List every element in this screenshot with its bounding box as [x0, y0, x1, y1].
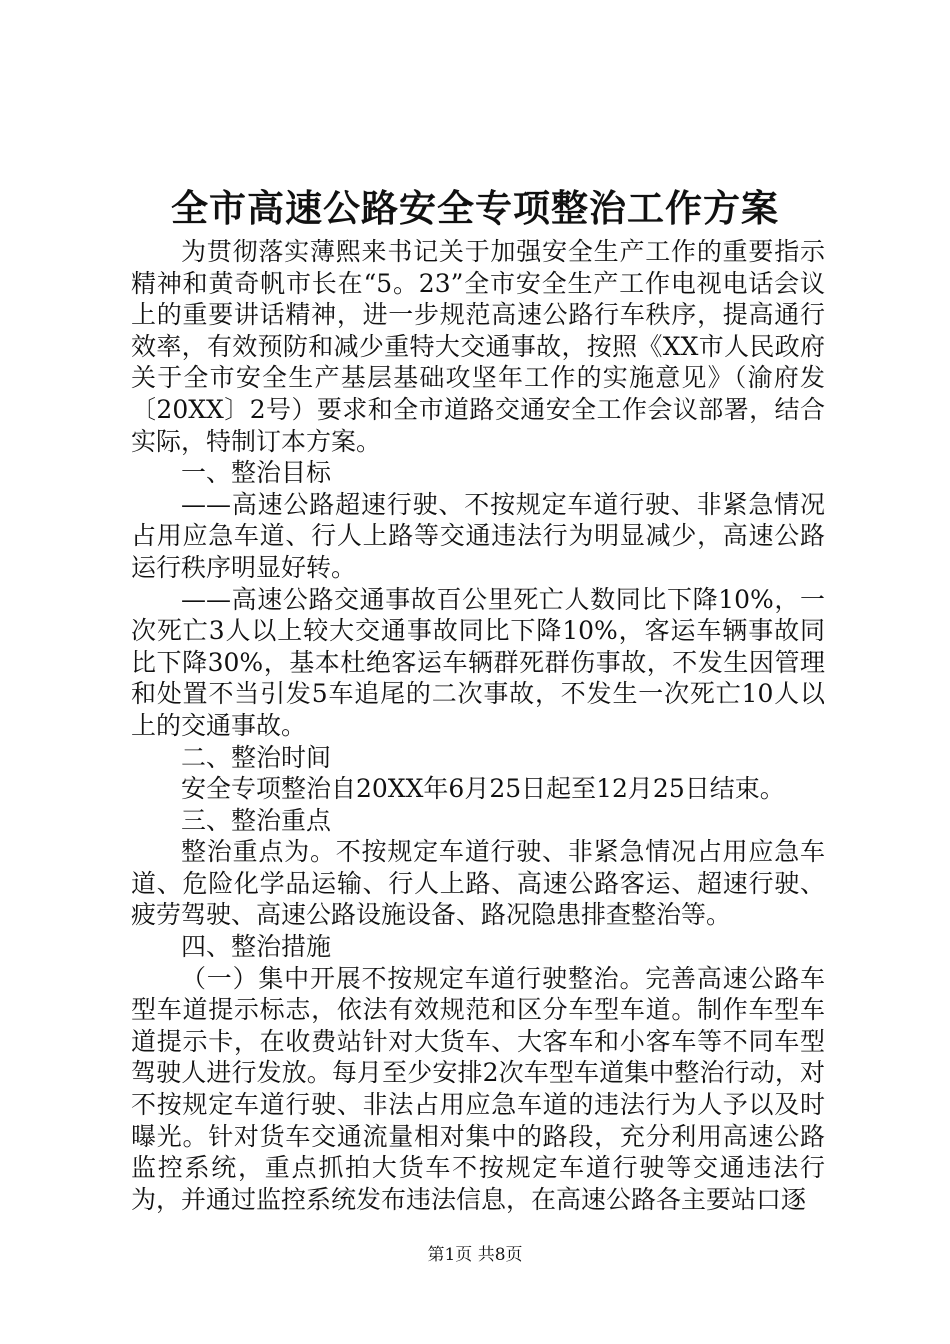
section-heading-time: 二、整治时间: [181, 742, 332, 772]
page-number-footer: 第1页 共8页: [427, 1245, 523, 1265]
focus-paragraph: 整治重点为。不按规定车道行驶、非紧急情况占用应急车道、危险化学品运输、行人上路、高速公路客运、超速行驶、疲劳驾驶、高速公路设施设备、路况隐患排查整治等。: [131, 837, 825, 930]
section-heading-focus: 三、整治重点: [181, 805, 332, 835]
document-title: 全市高速公路安全专项整治工作方案: [171, 186, 779, 230]
goal-paragraph-1: ——高速公路超速行驶、不按规定车道行驶、非紧急情况占用应急车道、行人上路等交通违法行为明显减少，高速公路运行秩序明显好转。: [131, 489, 825, 582]
section-heading-goals: 一、整治目标: [181, 458, 332, 488]
time-paragraph: 安全专项整治自20XX年6月25日起至12月25日结束。: [181, 774, 785, 804]
intro-paragraph: 为贯彻落实薄熙来书记关于加强安全生产工作的重要指示精神和黄奇帆市长在“5。23”全市安全生产工作电视电话会议上的重要讲话精神，进一步规范高速公路行车秩序，提高通行效率，有效预防和减少重特大交通事故，按照《XX市人民政府关于全市安全生产基层基础攻坚年工作的实施意见》（渝府发〔20XX〕2号）要求和全市道路交通安全工作会议部署，结合实际，特制订本方案。: [131, 237, 825, 456]
goal-paragraph-2: ——高速公路交通事故百公里死亡人数同比下降10%，一次死亡3人以上较大交通事故同比下降10%，客运车辆事故同比下降30%，基本杜绝客运车辆群死群伤事故，不发生因管理和处置不当引发5车追尾的二次事故，不发生一次死亡10人以上的交通事故。: [131, 584, 825, 740]
section-heading-measures: 四、整治措施: [181, 932, 332, 962]
measures-paragraph-1: （一）集中开展不按规定车道行驶整治。完善高速公路车型车道提示标志，依法有效规范和区分车型车道。制作车型车道提示卡，在收费站针对大货车、大客车和小客车等不同车型驾驶人进行发放。每月至少安排2次车型车道集中整治行动，对不按规定车道行驶、非法占用应急车道的违法行为人予以及时曝光。针对货车交通流量相对集中的路段，充分利用高速公路监控系统，重点抓拍大货车不按规定车道行驶等交通违法行为，并通过监控系统发布违法信息，在高速公路各主要站口逐: [131, 963, 825, 1214]
document-body: [131, 236, 825, 1215]
